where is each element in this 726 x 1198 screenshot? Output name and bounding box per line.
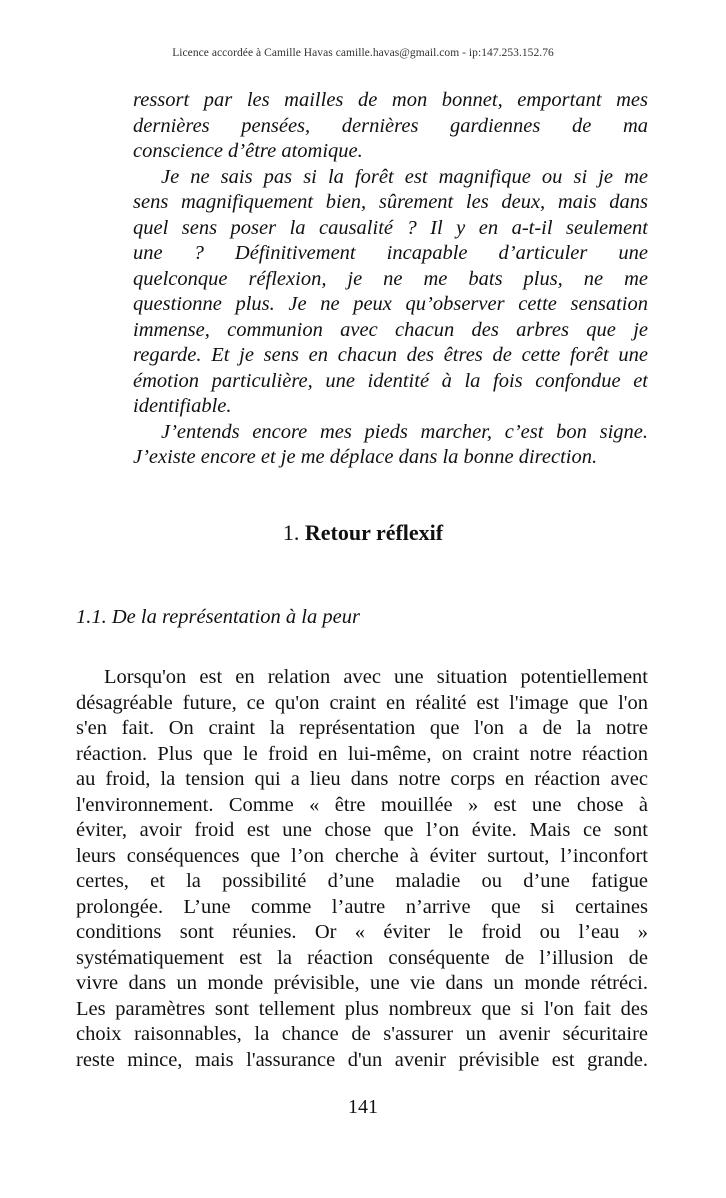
text-line: J’entends encore mes pieds marcher, c’est bon signe. [161,420,648,443]
text-line: certes, et la possibilité d’une maladie ou d’une fatigue [76,870,648,892]
text-line: conditions sont réunies. Or « éviter le froid ou l’eau » [76,921,648,943]
text-line: s'en fait. On craint la représentation que l'on a de la notre [76,717,648,739]
text-line: quelconque réflexion, je ne me bats plus, ne me [133,267,648,290]
text-line: réaction. Plus que le froid en lui-même, on craint notre réaction [76,742,648,765]
text-line: regarde. Et je sens en chacun des êtres de cette forêt une [133,344,648,366]
text-line: l'environnement. Comme « être mouillée » est une chose à [76,793,648,816]
text-line: désagréable future, ce qu'on craint en réalité est l'image que l'on [76,691,648,714]
text-line: Les paramètres sont tellement plus nombreux que si l'on fait des [76,997,648,1020]
chapter-number: 1. [282,520,300,545]
text-line: choix raisonnables, la chance de s'assurer un avenir sécuritaire [76,1023,648,1045]
text-line: questionne plus. Je ne peux qu’observer cette sensation [133,293,648,315]
text-line: systématiquement est la réaction conséquente de l’illusion de [76,946,648,969]
text-line: vivre dans un monde prévisible, une vie dans un monde rétréci. [76,972,648,994]
text-line: au froid, la tension qui a lieu dans notre corps en réaction avec [76,768,648,790]
chapter-title: Retour réflexif [304,520,444,545]
text-line: J’existe encore et je me déplace dans la bonne direction. [133,446,598,468]
text-line: sens magnifiquement bien, sûrement les deux, mais dans [133,191,648,213]
text-line: conscience d’être atomique. [133,140,363,162]
text-line: quel sens poser la causalité ? Il y en a-t-il seulement [133,216,648,239]
page-number: 141 [348,1096,378,1118]
text-line: immense, communion avec chacun des arbres que je [133,318,648,341]
italic-passage [133,88,648,471]
chapter-heading [0,520,726,546]
text-line: ressort par les mailles de mon bonnet, emportant mes [133,89,648,111]
section-heading: 1.1. De la représentation à la peur [76,606,360,628]
text-line: Je ne sais pas si la forêt est magnifique ou si je me [161,165,648,188]
license-watermark: Licence accordée à Camille Havas camille.havas@gmail.com - ip:147.253.152.76 [172,47,554,59]
text-line: prolongée. L’une comme l’autre n’arrive que si certaines [76,895,648,918]
body-paragraph [76,665,648,1073]
text-line: reste mince, mais l'assurance d'un avenir prévisible est grande. [76,1048,648,1071]
text-line: émotion particulière, une identité à la fois confondue et [133,369,648,392]
text-line: Lorsqu'on est en relation avec une situation potentiellement [104,666,648,688]
text-line: leurs conséquences que l’on cherche à éviter surtout, l’inconfort [76,844,648,867]
text-line: dernières pensées, dernières gardiennes de ma [133,114,648,137]
text-line: identifiable. [133,395,232,417]
text-line: éviter, avoir froid est une chose que l’on évite. Mais ce sont [76,819,648,841]
text-line: une ? Définitivement incapable d’articuler une [133,242,648,264]
